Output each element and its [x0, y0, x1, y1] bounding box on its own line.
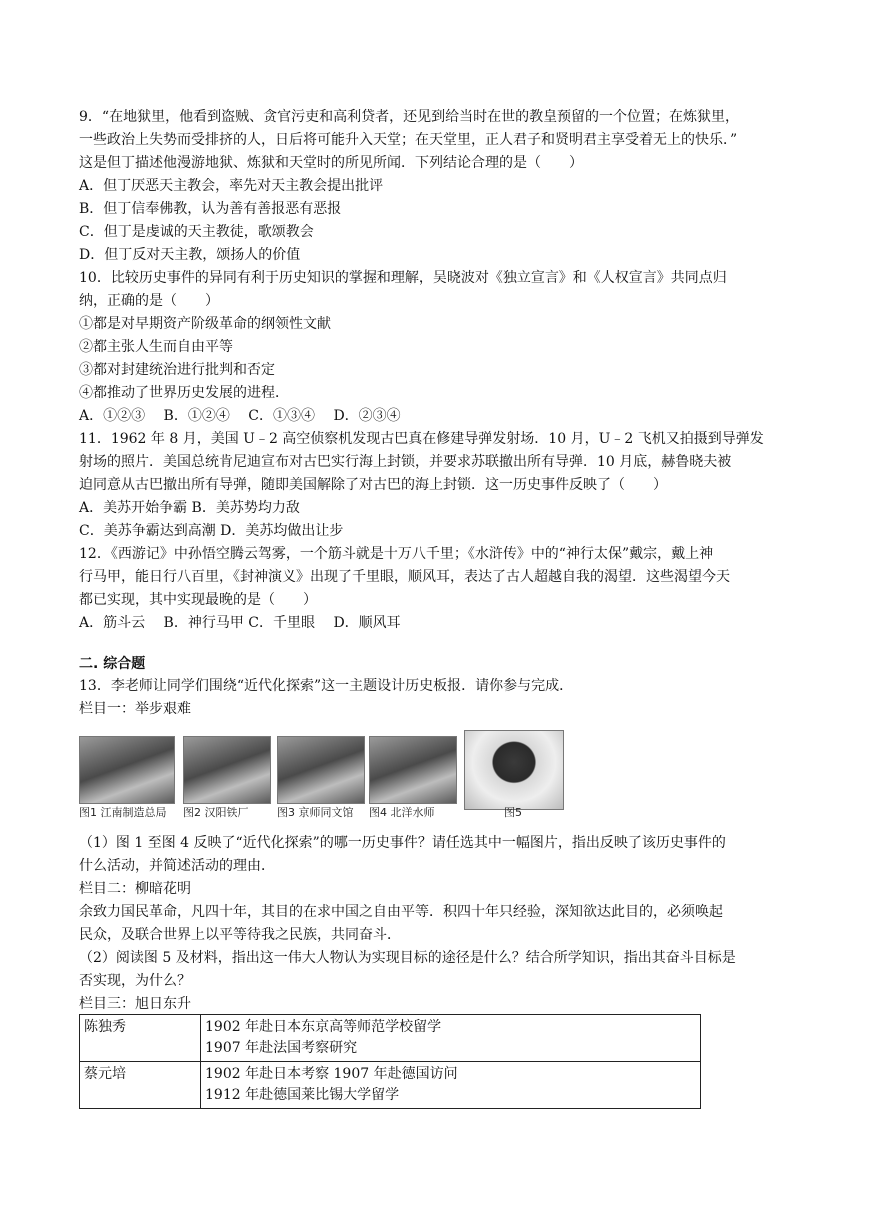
q10-item-3: ③都对封建统治进行批判和否定 — [79, 362, 275, 378]
detail-line: 1907 年赴法国考察研究 — [205, 1040, 358, 1056]
q11-stem-line2: 射场的照片．美国总统肯尼迪宣布对古巴实行海上封锁，并要求苏联撤出所有导弹．10 月底，赫鲁晓夫被 — [79, 454, 732, 470]
q11-stem-line3: 迫同意从古巴撤出所有导弹，随即美国解除了对古巴的海上封锁．这一历史事件反映了（ ） — [79, 477, 667, 493]
q10-stem-line2: 纳，正确的是（ ） — [79, 293, 219, 309]
q9-option-b: B．但丁信奉佛教，认为善有善报恶有恶报 — [79, 201, 342, 217]
q9-stem-line1: 9．“在地狱里，他看到盗贼、贪官污吏和高利贷者，还见到给当时在世的教皇预留的一个位置；在炼狱里， — [79, 109, 740, 125]
table-cell-name: 陈独秀 — [80, 1015, 201, 1062]
sub2-line1: （2）阅读图 5 及材料，指出这一伟大人物认为实现目标的途径是什么？结合所学知识，指出其奋斗目标是 — [79, 950, 736, 966]
q10-options: A．①②③ B．①②④ C．①③④ D．②③④ — [79, 408, 401, 424]
q9-stem-line3: 这是但丁描述他漫游地狱、炼狱和天堂时的所见所闻．下列结论合理的是（ ） — [79, 155, 583, 171]
detail-line: 1902 年赴日本东京高等师范学校留学 — [205, 1019, 442, 1035]
q9-option-c: C．但丁是虔诚的天主教徒，歌颂教会 — [79, 224, 314, 240]
figure-3-image — [277, 736, 365, 804]
column2-title: 栏目二：柳暗花明 — [79, 881, 191, 897]
figure-1-caption: 图1 江南制造总局 — [79, 806, 167, 819]
q11-options-ab: A．美苏开始争霸 B．美苏势均力敌 — [79, 500, 300, 516]
table-cell-details — [201, 1015, 701, 1062]
q10-item-2: ②都主张人生而自由平等 — [79, 339, 233, 355]
figure-4 — [369, 730, 455, 822]
table-row — [80, 1015, 701, 1062]
figure-5-caption: 图5 — [504, 806, 522, 819]
figure-strip — [79, 730, 562, 822]
figure-2 — [183, 730, 269, 822]
figure-5 — [464, 730, 562, 822]
figure-5-portrait — [464, 730, 564, 810]
figure-2-caption: 图2 汉阳铁厂 — [183, 806, 249, 819]
detail-line: 1912 年赴德国莱比锡大学留学 — [205, 1087, 400, 1103]
q10-item-4: ④都推动了世界历史发展的进程． — [79, 385, 289, 401]
q9-option-d: D．但丁反对天主教，颂扬人的价值 — [79, 247, 301, 263]
figure-4-image — [369, 736, 457, 804]
sub2-line2: 否实现，为什么？ — [79, 973, 191, 989]
q10-stem-line1: 10．比较历史事件的异同有利于历史知识的掌握和理解，吴晓波对《独立宣言》和《人权宣言》共同点归 — [79, 270, 727, 286]
figure-1 — [79, 730, 173, 822]
figure-4-caption: 图4 北洋水师 — [369, 806, 435, 819]
q10-item-1: ①都是对早期资产阶级革命的纲领性文献 — [79, 316, 331, 332]
column1-title: 栏目一：举步艰难 — [79, 701, 191, 717]
table-cell-name: 蔡元培 — [80, 1062, 201, 1109]
q11-options-cd: C．美苏争霸达到高潮 D．美苏均做出让步 — [79, 523, 344, 539]
q12-stem-line3: 都已实现，其中实现最晚的是（ ） — [79, 592, 317, 608]
quote-line1: 余致力国民革命，凡四十年，其目的在求中国之自由平等．积四十年只经验，深知欲达此目的，必须唤起 — [79, 904, 723, 920]
q12-stem-line1: 12．《西游记》中孙悟空腾云驾雾，一个筋斗就是十万八千里；《水浒传》中的“神行太保”戴宗，戴上神 — [79, 546, 714, 562]
q13-intro: 13．李老师让同学们围绕“近代化探索”这一主题设计历史板报．请你参与完成． — [79, 678, 574, 694]
figure-1-image — [79, 736, 175, 804]
quote-line2: 民众，及联合世界上以平等待我之民族，共同奋斗． — [79, 927, 401, 943]
sub1-line2: 什么活动，并简述活动的理由． — [79, 858, 275, 874]
section-heading: 二. 综合题 — [79, 656, 146, 672]
figure-3 — [277, 730, 363, 822]
q9-option-a: A．但丁厌恶天主教会，率先对天主教会提出批评 — [79, 178, 384, 194]
figure-2-image — [183, 736, 271, 804]
detail-line: 1902 年赴日本考察 1907 年赴德国访问 — [205, 1066, 458, 1082]
table-row — [80, 1062, 701, 1109]
table-cell-details — [201, 1062, 701, 1109]
q12-stem-line2: 行马甲，能日行八百里，《封神演义》出现了千里眼，顺风耳，表达了古人超越自我的渴望．这些渴望今天 — [79, 569, 730, 585]
sub1-line1: （1）图 1 至图 4 反映了“近代化探索”的哪一历史事件？请任选其中一幅图片，指出反映了该历史事件的 — [79, 835, 726, 851]
q9-stem-line2: 一些政治上失势而受排挤的人，日后将可能升入天堂；在天堂里，正人君子和贤明君主享受着无上的快乐．” — [79, 132, 738, 148]
figure-3-caption: 图3 京师同文馆 — [277, 806, 354, 819]
q12-options: A．筋斗云 B．神行马甲 C．千里眼 D．顺风耳 — [79, 615, 401, 631]
biography-table — [79, 1014, 701, 1109]
q11-stem-line1: 11．1962 年 8 月，美国 U﹣2 高空侦察机发现古巴真在修建导弹发射场．10 月，U﹣2 飞机又拍摄到导弹发 — [79, 431, 764, 447]
column3-title: 栏目三：旭日东升 — [79, 996, 191, 1012]
